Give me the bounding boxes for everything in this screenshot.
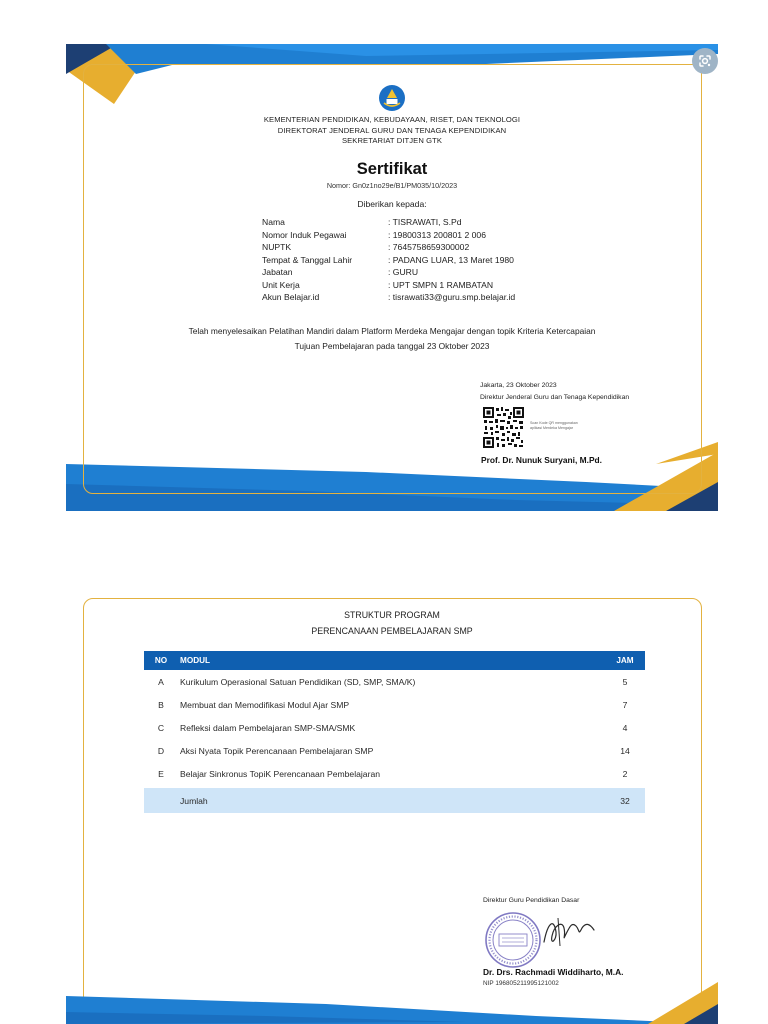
info-label: Unit Kerja <box>262 279 300 290</box>
certificate-title: Sertifikat <box>356 160 428 178</box>
total-label: Jumlah <box>180 795 208 806</box>
program-title-line: PERENCANAAN PEMBELAJARAN SMP <box>311 625 473 636</box>
info-label: Nomor Induk Pegawai <box>262 229 347 240</box>
row-hours: 5 <box>622 676 628 687</box>
table-row <box>144 670 645 693</box>
given-to-label: Diberikan kepada: <box>357 199 427 209</box>
signer-nip: NIP 196805211995121002 <box>483 980 559 987</box>
row-module: Kurikulum Operasional Satuan Pendidikan (SD, SMP, SMA/K) <box>180 676 416 687</box>
row-hours: 2 <box>622 768 628 779</box>
row-no: A <box>158 676 164 687</box>
header-hours: JAM <box>616 656 634 665</box>
row-module: Aksi Nyata Topik Perencanaan Pembelajaran SMP <box>180 745 374 756</box>
ministry-line: DIREKTORAT JENDERAL GURU DAN TENAGA KEPENDIDIKAN <box>277 125 507 135</box>
info-value: : tisrawati33@guru.smp.belajar.id <box>388 292 516 302</box>
row-module: Membuat dan Memodifikasi Modul Ajar SMP <box>180 699 350 710</box>
google-lens-button[interactable] <box>692 48 718 74</box>
ministry-line: KEMENTERIAN PENDIDIKAN, KEBUDAYAAN, RISET, DAN TEKNOLOGI <box>263 115 521 124</box>
row-module: Refleksi dalam Pembelajaran SMP-SMA/SMK <box>180 722 356 733</box>
table-row <box>144 693 645 716</box>
handwritten-signature <box>536 912 598 952</box>
qr-note-line: Scan Kode QR menggunakan <box>530 421 578 425</box>
info-row <box>262 266 515 279</box>
completion-statement <box>66 324 718 354</box>
info-value: : GURU <box>388 267 419 277</box>
recipient-info <box>262 216 515 304</box>
info-label: Tempat & Tanggal Lahir <box>262 254 353 265</box>
row-no: C <box>157 722 165 733</box>
row-no: B <box>158 699 164 710</box>
official-stamp <box>484 911 542 969</box>
place-date: Jakarta, 23 Oktober 2023 <box>480 382 557 389</box>
row-no: E <box>158 768 164 779</box>
program-title-line: STRUKTUR PROGRAM <box>344 610 440 620</box>
info-row <box>262 216 515 229</box>
info-row <box>262 279 515 292</box>
row-module: Belajar Sinkronus TopiK Perencanaan Pembelajaran <box>180 768 381 779</box>
certificate-page <box>66 44 718 511</box>
google-lens-icon <box>697 53 713 69</box>
ministry-header <box>66 115 718 147</box>
info-row <box>262 229 515 242</box>
qr-code <box>482 406 525 449</box>
header-no: NO <box>154 656 168 665</box>
program-structure-page <box>66 584 718 1024</box>
table-row <box>144 739 645 762</box>
info-label: Nama <box>262 217 285 227</box>
total-row <box>144 788 645 813</box>
qr-note <box>530 421 578 431</box>
info-value: : UPT SMPN 1 RAMBATAN <box>388 279 494 290</box>
total-hours: 32 <box>620 795 630 806</box>
info-label: Akun Belajar.id <box>262 292 320 302</box>
certificate-number: Nomor: Gn0z1no29e/B1/PM035/10/2023 <box>326 181 458 190</box>
table-row <box>144 762 645 785</box>
program-signer-name: Dr. Drs. Rachmadi Widdiharto, M.A. <box>483 967 624 977</box>
info-label: Jabatan <box>262 267 293 277</box>
program-signer-position: Direktur Guru Pendidikan Dasar <box>483 897 580 904</box>
info-value: : TISRAWATI, S.Pd <box>388 217 462 227</box>
info-value: : PADANG LUAR, 13 Maret 1980 <box>388 254 514 265</box>
info-value: : 19800313 200801 2 006 <box>388 229 486 240</box>
table-row <box>144 716 645 739</box>
row-hours: 4 <box>622 722 628 733</box>
program-title <box>66 608 718 639</box>
row-hours: 14 <box>620 745 630 756</box>
tut-wuri-handayani-emblem <box>378 84 406 112</box>
signer-position: Direktur Jenderal Guru dan Tenaga Kependidikan <box>480 393 630 401</box>
header-module: MODUL <box>180 656 211 665</box>
info-value: : 7645758659300002 <box>388 242 470 252</box>
signature-block <box>480 380 629 403</box>
program-table <box>144 651 645 813</box>
row-hours: 7 <box>622 699 628 710</box>
statement-line: Telah menyelesaikan Pelatihan Mandiri dalam Platform Merdeka Mengajar dengan topik Kriteria Ketercapaian <box>188 326 596 336</box>
ministry-line: SEKRETARIAT DITJEN GTK <box>341 136 443 145</box>
info-row <box>262 291 515 304</box>
row-no: D <box>157 745 165 756</box>
qr-note-line: aplikasi Merdeka Mengajar <box>530 426 573 430</box>
info-row <box>262 254 515 267</box>
signer-name: Prof. Dr. Nunuk Suryani, M.Pd. <box>481 455 602 465</box>
info-label: NUPTK <box>262 242 292 252</box>
table-header <box>144 651 645 670</box>
statement-line: Tujuan Pembelajaran pada tanggal 23 Oktober 2023 <box>294 341 490 351</box>
info-row <box>262 241 515 254</box>
